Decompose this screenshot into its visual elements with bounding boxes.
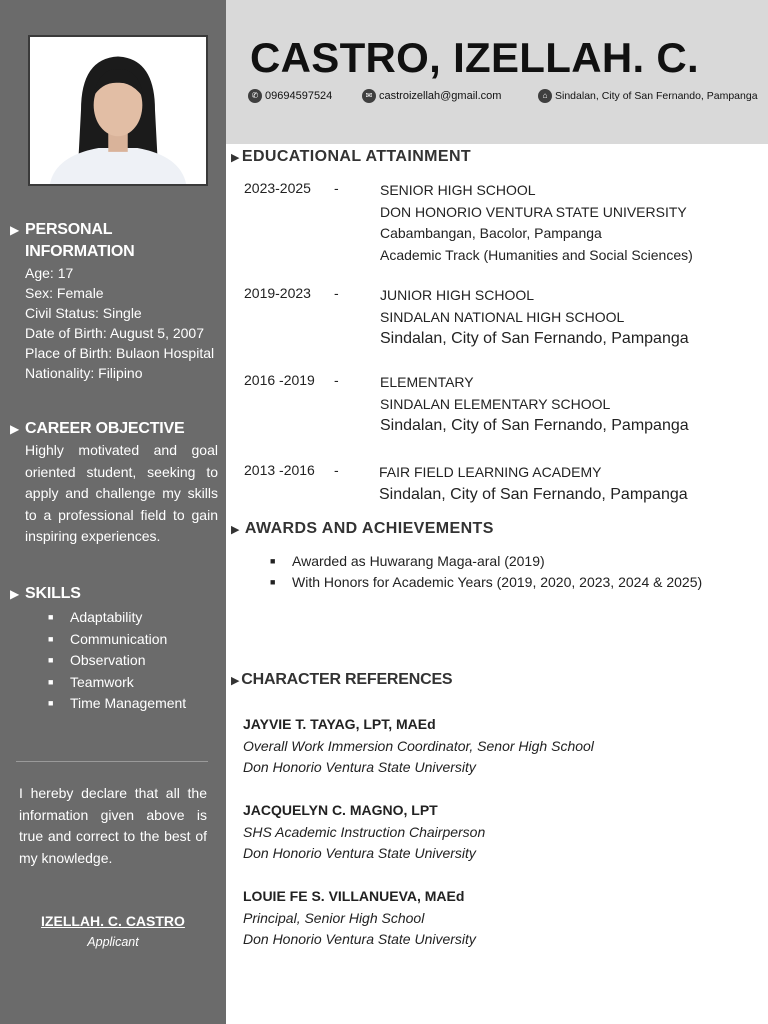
education-track: Academic Track (Humanities and Social Sciences): [380, 246, 693, 263]
signature-role: Applicant: [87, 935, 139, 949]
nationality-line: Nationality: Filipino: [25, 365, 143, 381]
career-objective-heading: ▶ CAREER OBJECTIVE: [10, 418, 218, 440]
education-dash: -: [334, 372, 339, 388]
triangle-bullet-icon: ▶: [231, 151, 240, 164]
skill-item: ■ Teamwork: [48, 672, 186, 694]
reference-entry: [243, 886, 476, 951]
award-item: ■ Awarded as Huwarang Maga-aral (2019): [270, 551, 702, 572]
mail-icon: ✉: [362, 89, 376, 103]
education-years: 2019-2023: [244, 285, 311, 301]
contact-address: ⌂ Sindalan, City of San Fernando, Pampanga: [538, 89, 758, 103]
reference-entry: [243, 800, 485, 865]
education-location: Sindalan, City of San Fernando, Pampanga: [379, 485, 688, 503]
education-heading: ▶ EDUCATIONAL ATTAINMENT: [231, 148, 472, 165]
skill-item: ■ Communication: [48, 629, 186, 651]
education-dash: -: [334, 462, 339, 478]
reference-title: SHS Academic Instruction Chairperson: [243, 823, 486, 840]
education-school: DON HONORIO VENTURA STATE UNIVERSITY: [380, 203, 687, 220]
skill-item: ■ Observation: [48, 650, 186, 672]
education-dash: -: [334, 180, 339, 196]
education-school: SINDALAN NATIONAL HIGH SCHOOL: [380, 308, 625, 325]
education-school: SINDALAN ELEMENTARY SCHOOL: [380, 395, 611, 412]
awards-heading: ▶ AWARDS AND ACHIEVEMENTS: [231, 520, 494, 537]
reference-name: LOUIE FE S. VILLANUEVA, MAEd: [243, 888, 465, 904]
sex-line: Sex: Female: [25, 285, 104, 301]
education-details: [379, 462, 688, 506]
reference-organization: Don Honorio Ventura State University: [243, 931, 476, 947]
education-details: [380, 285, 689, 350]
education-details: [380, 372, 689, 437]
reference-title: Overall Work Immersion Coordinator, Senor High School: [243, 737, 594, 754]
education-years: 2016 -2019: [244, 372, 315, 388]
education-location: Sindalan, City of San Fernando, Pampanga: [380, 417, 689, 434]
phone-icon: ✆: [248, 89, 262, 103]
education-location: Cabambangan, Bacolor, Pampanga: [380, 225, 602, 241]
square-bullet-icon: ■: [270, 556, 276, 566]
education-school: FAIR FIELD LEARNING ACADEMY: [379, 464, 602, 480]
age-line: Age: 17: [25, 265, 74, 281]
education-level: ELEMENTARY: [380, 374, 474, 390]
career-objective-text: Highly motivated and goal oriented student, seeking to apply and challenge my skills to a professional field to gain inspiring experiences.: [25, 442, 218, 544]
triangle-bullet-icon: ▶: [10, 587, 20, 601]
award-item: ■ With Honors for Academic Years (2019, 2020, 2023, 2024 & 2025): [270, 572, 702, 593]
skills-list: [10, 607, 186, 715]
education-years: 2023-2025: [244, 180, 311, 196]
square-bullet-icon: ■: [48, 698, 54, 708]
sidebar-divider: [16, 761, 208, 762]
triangle-bullet-icon: ▶: [10, 223, 20, 237]
square-bullet-icon: ■: [48, 655, 54, 665]
declaration-text: I hereby declare that all the information given above is true and correct to the best of my knowledge.: [19, 785, 207, 866]
skill-item: ■ Time Management: [48, 693, 186, 715]
awards-list: [270, 551, 702, 593]
applicant-name: CASTRO, IZELLAH. C.: [250, 34, 700, 81]
personal-info-section: [10, 219, 218, 383]
education-years: 2013 -2016: [244, 462, 315, 478]
reference-name: JAYVIE T. TAYAG, LPT, MAEd: [243, 716, 436, 732]
personal-info-heading: ▶ PERSONAL INFORMATION: [10, 221, 135, 260]
education-level: SENIOR HIGH SCHOOL: [380, 182, 536, 198]
reference-title: Principal, Senior High School: [243, 909, 425, 926]
personal-info-list: [10, 263, 218, 383]
birth-date-line: Date of Birth: August 5, 2007: [25, 325, 205, 341]
header-band: [226, 0, 768, 144]
square-bullet-icon: ■: [48, 676, 54, 687]
education-dash: -: [334, 285, 339, 301]
reference-name: JACQUELYN C. MAGNO, LPT: [243, 802, 438, 818]
skills-heading: ▶ SKILLS: [10, 583, 218, 605]
contact-phone: ✆ 09694597524: [248, 89, 332, 103]
square-bullet-icon: ■: [270, 577, 276, 587]
skill-item: ■ Adaptability: [48, 607, 186, 629]
triangle-bullet-icon: ▶: [10, 422, 20, 436]
career-objective-section: [10, 418, 218, 548]
square-bullet-icon: ■: [48, 612, 54, 622]
skills-section: [10, 583, 218, 605]
education-location: Sindalan, City of San Fernando, Pampanga: [380, 330, 689, 347]
profile-photo: [28, 35, 208, 186]
triangle-bullet-icon: ▶: [231, 674, 240, 687]
birth-place-line: Place of Birth: Bulaon Hospital: [25, 345, 215, 361]
triangle-bullet-icon: ▶: [231, 523, 240, 536]
signature-name: IZELLAH. C. CASTRO: [41, 913, 185, 929]
square-bullet-icon: ■: [48, 633, 54, 644]
reference-entry: [243, 714, 594, 779]
references-heading: ▶ CHARACTER REFERENCES: [231, 671, 453, 688]
civil-status-line: Civil Status: Single: [25, 305, 142, 321]
reference-organization: Don Honorio Ventura State University: [243, 845, 476, 861]
home-icon: ⌂: [538, 89, 552, 103]
education-level: JUNIOR HIGH SCHOOL: [380, 287, 535, 303]
contact-email: ✉ castroizellah@gmail.com: [362, 89, 501, 103]
education-details: [380, 180, 693, 266]
reference-organization: Don Honorio Ventura State University: [243, 759, 476, 775]
sidebar: [0, 0, 226, 1024]
